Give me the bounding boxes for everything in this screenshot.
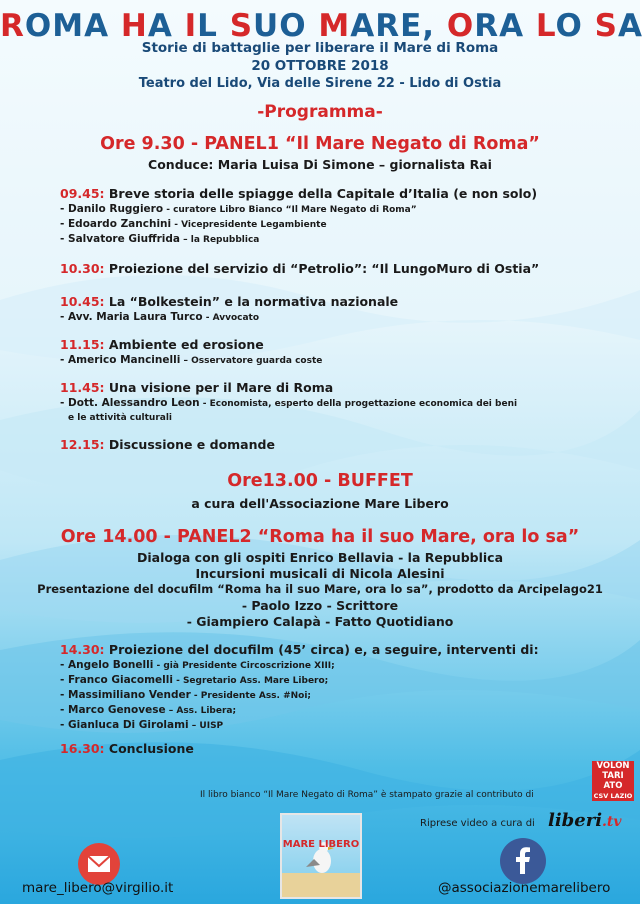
session-1045: 10.45: La “Bolkestein” e la normativa nazionale bbox=[60, 294, 399, 309]
speaker-giuffrida: - Salvatore Giuffrida – la Repubblica bbox=[60, 233, 260, 245]
title-part: RA bbox=[474, 8, 536, 44]
session-1430: 14.30: Proiezione del docufilm (45’ circa) e, a seguire, interventi di: bbox=[60, 642, 539, 657]
footnote: Il libro bianco “Il Mare Negato di Roma” è stampato grazie al contributo di bbox=[200, 790, 534, 800]
title-part: H bbox=[120, 8, 148, 44]
facebook-handle[interactable]: @associazionemarelibero bbox=[438, 880, 611, 896]
speaker-mancinelli: - Americo Mancinelli – Osservatore guarda coste bbox=[60, 354, 323, 366]
volont-line2: TARI bbox=[602, 771, 624, 781]
email-icon[interactable] bbox=[78, 843, 120, 885]
speaker-leon-role-cont: e le attività culturali bbox=[68, 413, 173, 423]
title-part: R bbox=[0, 8, 25, 44]
event-venue: Teatro del Lido, Via delle Sirene 22 - Lido di Ostia bbox=[138, 76, 502, 91]
speaker-giacomelli: - Franco Giacomelli - Segretario Ass. Mare Libero; bbox=[60, 674, 329, 686]
speaker-di-girolami: - Gianluca Di Girolami – UISP bbox=[60, 719, 224, 731]
panel2-line5: - Giampiero Calapà - Fatto Quotidiano bbox=[186, 614, 454, 629]
buffet-sub: a cura dell'Associazione Mare Libero bbox=[191, 496, 449, 511]
speaker-zanchini: - Edoardo Zanchini - Vicepresidente Legambiente bbox=[60, 218, 327, 230]
panel2-line2: Incursioni musicali di Nicola Alesini bbox=[195, 566, 445, 581]
session-1145: 11.45: Una visione per il Mare di Roma bbox=[60, 380, 334, 395]
title-part: O bbox=[555, 8, 595, 44]
speaker-ruggiero: - Danilo Ruggiero - curatore Libro Bianco “Il Mare Negato di Roma” bbox=[60, 203, 417, 215]
title-part: A bbox=[147, 8, 185, 44]
liberi-tv-suffix: .tv bbox=[602, 814, 622, 830]
panel1-title: Ore 9.30 - PANEL1 “Il Mare Negato di Roma” bbox=[100, 134, 540, 154]
session-1115: 11.15: Ambiente ed erosione bbox=[60, 337, 264, 352]
title-part: M bbox=[318, 8, 351, 44]
panel2-title: Ore 14.00 - PANEL2 “Roma ha il suo Mare, ora lo sa” bbox=[60, 527, 580, 547]
session-1030: 10.30: Proiezione del servizio di “Petrolio”: “Il LungoMuro di Ostia” bbox=[60, 261, 540, 276]
title-part: I bbox=[184, 8, 198, 44]
speaker-genovese: - Marco Genovese – Ass. Libera; bbox=[60, 704, 237, 716]
volont-line3: ATO bbox=[603, 781, 623, 791]
title-part: L bbox=[197, 8, 230, 44]
facebook-icon[interactable] bbox=[500, 838, 546, 884]
session-0945: 09.45: Breve storia delle spiagge della Capitale d’Italia (e non solo) bbox=[60, 186, 538, 201]
programma-heading: -Programma- bbox=[257, 102, 383, 122]
speaker-vender: - Massimiliano Vender - Presidente Ass. #Noi; bbox=[60, 689, 312, 701]
title-part: UO bbox=[253, 8, 319, 44]
panel2-line3: Presentazione del docufilm “Roma ha il suo Mare, ora lo sa”, prodotto da Arcipelago21 bbox=[37, 582, 603, 596]
volont-line1: VOLON bbox=[596, 761, 630, 771]
session-1215: 12.15: Discussione e domande bbox=[60, 437, 275, 452]
speaker-leon: - Dott. Alessandro Leon - Economista, esperto della progettazione economica dei beni bbox=[60, 397, 518, 409]
video-credit: Riprese video a cura di bbox=[420, 818, 535, 829]
title-part: A bbox=[618, 8, 643, 44]
title-part: S bbox=[229, 8, 254, 44]
title-part: O bbox=[446, 8, 475, 44]
title-part: S bbox=[594, 8, 618, 44]
title-part: ARE, bbox=[350, 8, 447, 44]
mare-libero-logo bbox=[280, 813, 362, 899]
panel2-line4: - Paolo Izzo - Scrittore bbox=[241, 598, 399, 613]
panel2-line1: Dialoga con gli ospiti Enrico Bellavia - la Repubblica bbox=[136, 550, 504, 565]
liberi-word: liberi bbox=[548, 810, 603, 831]
volontariato-logo bbox=[592, 761, 634, 801]
buffet-title: Ore13.00 - BUFFET bbox=[227, 471, 413, 491]
seagull-icon bbox=[282, 815, 360, 897]
volont-line4: CSV LAZIO bbox=[593, 792, 633, 800]
logo-text: MARE LIBERO bbox=[282, 839, 360, 850]
panel1-moderator: Conduce: Maria Luisa Di Simone – giornalista Rai bbox=[148, 157, 492, 172]
title-part: L bbox=[535, 8, 556, 44]
event-title bbox=[0, 8, 643, 44]
event-subtitle: Storie di battaglie per liberare il Mare di Roma bbox=[141, 40, 499, 56]
title-part: OMA bbox=[24, 8, 121, 44]
event-date: 20 OTTOBRE 2018 bbox=[251, 58, 389, 74]
speaker-turco: - Avv. Maria Laura Turco - Avvocato bbox=[60, 311, 260, 323]
email-address[interactable]: mare_libero@virgilio.it bbox=[22, 880, 174, 896]
session-1630: 16.30: Conclusione bbox=[60, 741, 194, 756]
speaker-bonelli: - Angelo Bonelli - già Presidente Circoscrizione XIII; bbox=[60, 659, 335, 671]
liberi-tv-logo bbox=[548, 810, 622, 831]
